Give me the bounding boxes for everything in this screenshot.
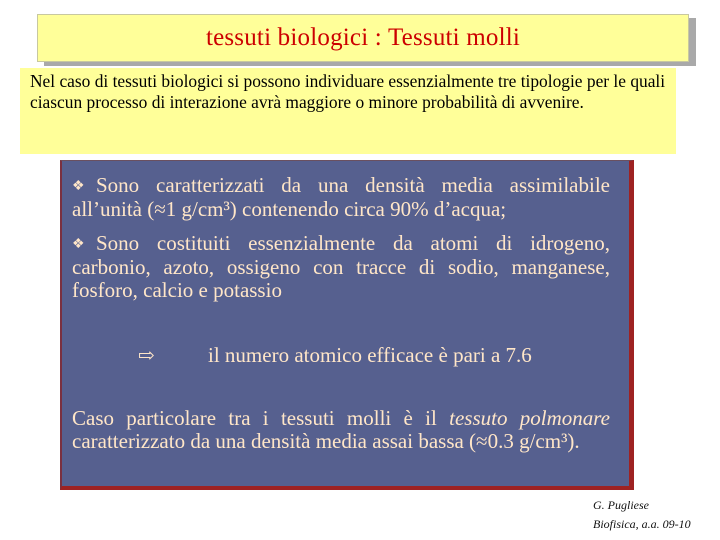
- bullet-density-text: Sono caratterizzati da una densità media assimilabile all’unità (≈1 g/cm³) contenendo circa 90% d’acqua;: [72, 173, 610, 221]
- footer-course: Biofisica, a.a. 09-10: [593, 517, 691, 531]
- bullet-composition: [72, 232, 610, 302]
- effective-z-text: il numero atomico efficace è pari a 7.6: [208, 343, 532, 367]
- footer-author: G. Pugliese: [593, 498, 649, 512]
- lung-tissue-paragraph: [72, 407, 610, 453]
- lung-tissue-term: tessuto polmonare: [449, 406, 610, 430]
- effective-z-line: [138, 343, 532, 368]
- lung-para-start: Caso particolare tra i tessuti molli è il: [72, 406, 450, 430]
- content-panel: [60, 160, 634, 490]
- lung-para-end: caratterizzato da una densità media assai bassa (≈0.3 g/cm³).: [72, 429, 580, 453]
- right-arrow-icon: ⇨: [138, 345, 155, 367]
- diamond-bullet-icon: ❖: [72, 237, 85, 252]
- footer-credit: [593, 496, 691, 534]
- bullet-density: [72, 174, 610, 221]
- slide-title: tessuti biologici : Tessuti molli: [205, 24, 521, 51]
- title-banner: [37, 14, 689, 62]
- diamond-bullet-icon: ❖: [72, 179, 85, 194]
- intro-text: Nel caso di tessuti biologici si possono individuare essenzialmente tre tipologie per le quali ciascun processo di interazione avrà maggiore o minore probabilità di avvenire.: [30, 71, 666, 112]
- intro-box: [20, 68, 676, 154]
- bullet-composition-text: Sono costituiti essenzialmente da atomi di idrogeno, carbonio, azoto, ossigeno con tracce di sodio, manganese, fosforo, calcio e potassio: [72, 231, 610, 302]
